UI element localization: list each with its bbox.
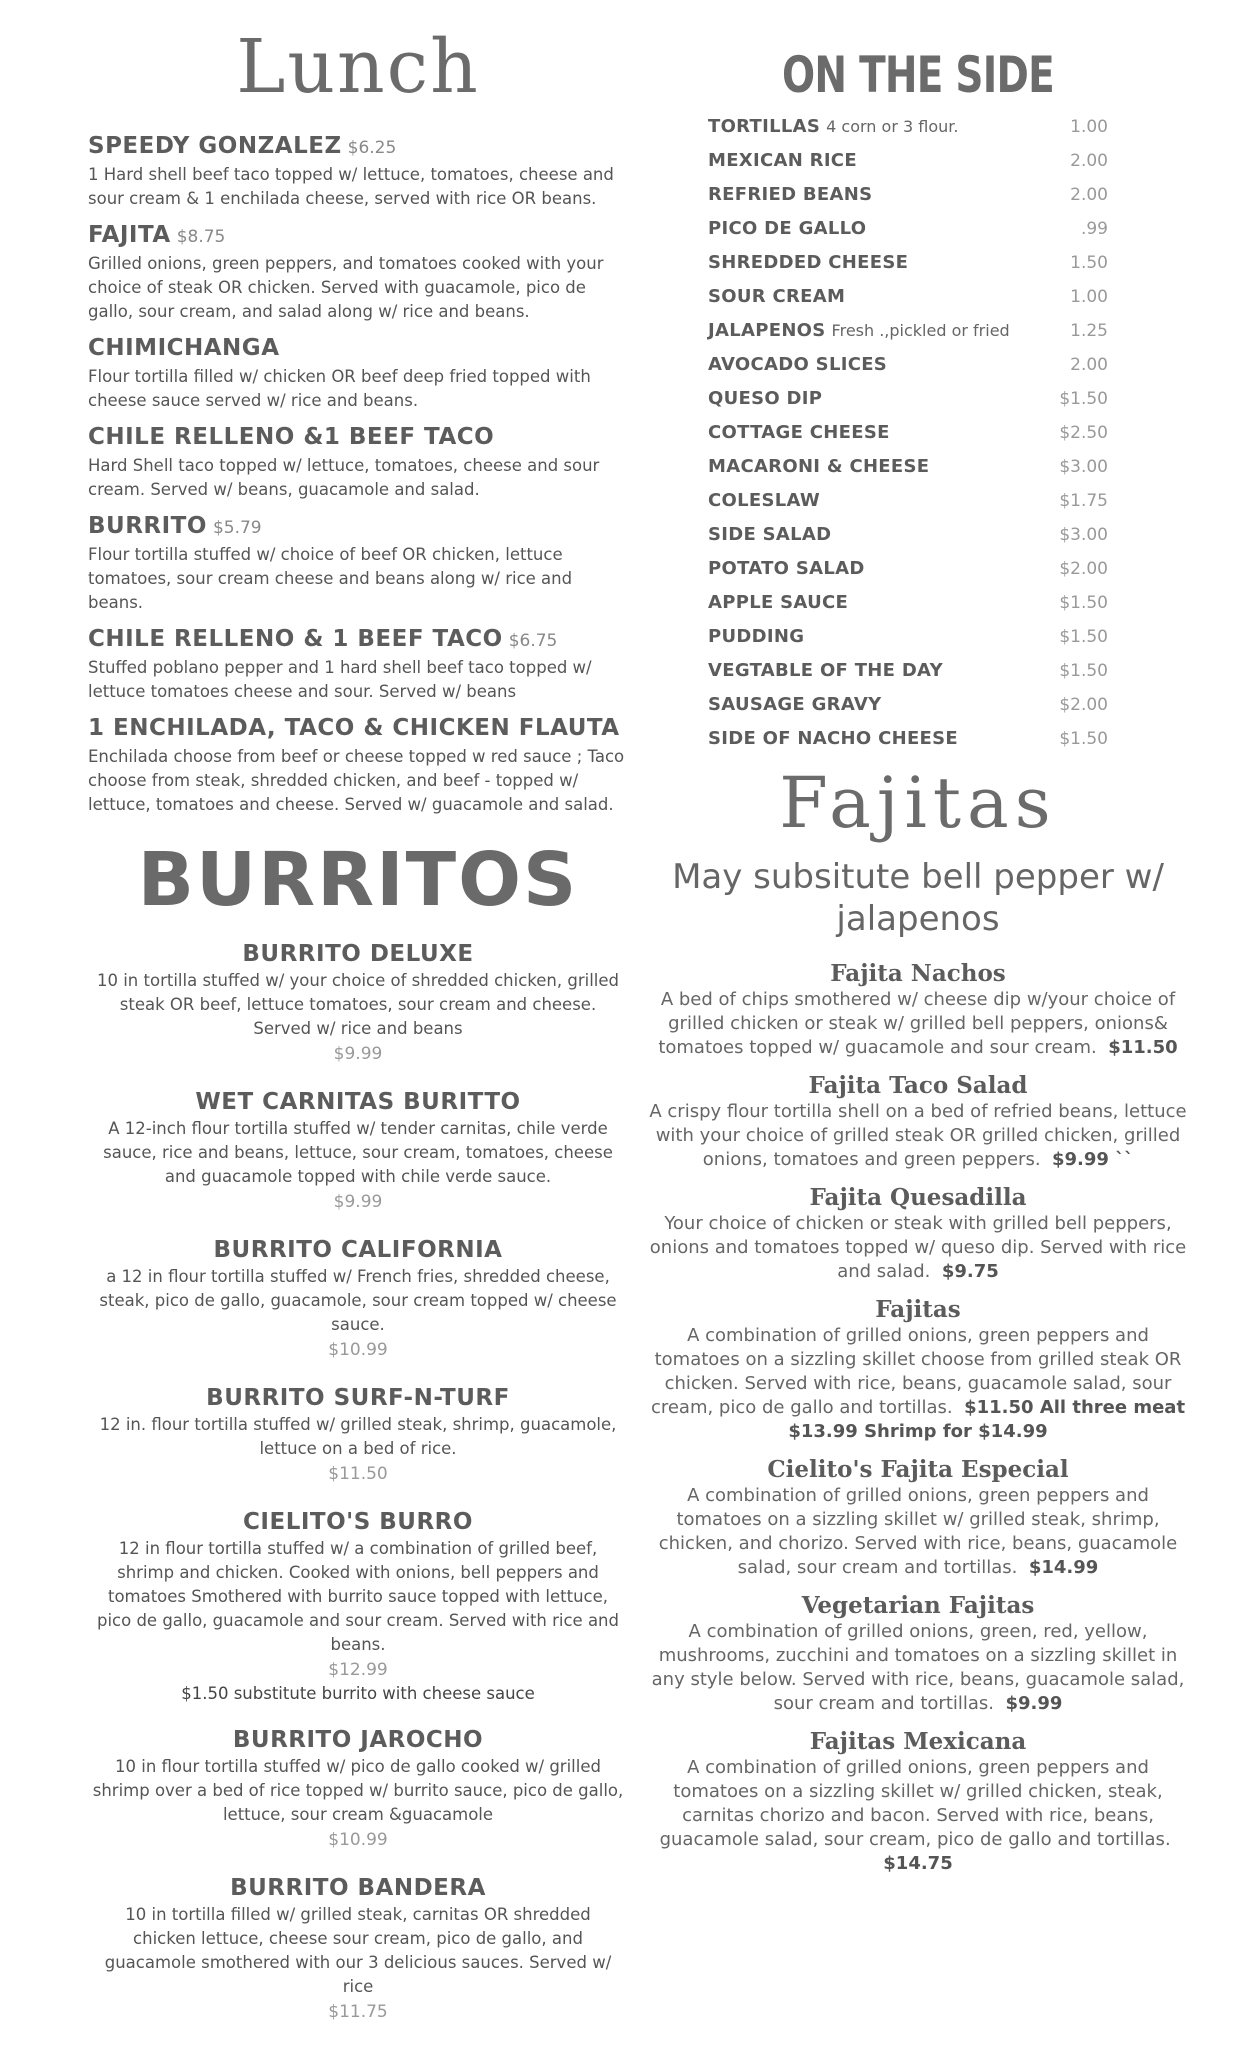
side-item <box>648 484 1188 518</box>
side-item <box>648 314 1188 348</box>
side-item-price: $3.00 <box>1059 525 1108 545</box>
lunch-item-name <box>88 512 628 543</box>
lunch-item-name <box>88 132 628 163</box>
burrito-item-desc: a 12 in flour tortilla stuffed w/ French fries, shredded cheese, steak, pico de gallo, guacamole, sour cream topped w/ cheese sauce. <box>99 1267 617 1334</box>
side-item-label <box>708 280 851 314</box>
burrito-item-price: $9.99 <box>333 1044 383 1064</box>
burrito-item-price: $12.99 <box>328 1660 388 1680</box>
burrito-item-desc: 10 in flour tortilla stuffed w/ pico de gallo cooked w/ grilled shrimp over a bed of rice topped w/ burrito sauce, pico de gallo, lettuce, sour cream &guacamole <box>92 1757 624 1824</box>
side-item-label <box>708 654 949 688</box>
side-item-price: $1.50 <box>1059 729 1108 749</box>
side-item-name: AVOCADO SLICES <box>708 354 888 375</box>
burrito-item-name: BURRITO SURF-N-TURF <box>206 1385 510 1411</box>
lunch-item-name <box>88 221 628 252</box>
fajita-item <box>648 1184 1188 1284</box>
side-item <box>648 450 1188 484</box>
side-item-price: $1.50 <box>1059 389 1108 409</box>
fajita-item-name: Fajita Quesadilla <box>809 1184 1027 1211</box>
lunch-item-name <box>88 423 628 454</box>
lunch-item-price: $6.25 <box>347 138 397 158</box>
fajita-item-text: A combination of grilled onions, green, red, yellow, mushrooms, zucchini and tomatoes on a sizzling skillet in any style below. Served with rice, beans, guacamole salad, sour cream and tortillas. <box>651 1621 1185 1714</box>
burrito-item-price: $10.99 <box>328 1830 388 1850</box>
side-item-name: COLESLAW <box>708 490 821 511</box>
left-column <box>88 24 628 2045</box>
burrito-item-name: WET CARNITAS BURITTO <box>195 1089 521 1115</box>
fajita-item-text: A combination of grilled onions, green peppers and tomatoes on a sizzling skillet w/ grilled steak, shrimp, chicken, and chorizo. Served with rice, beans, guacamole salad, sour cream and tortillas. <box>658 1485 1178 1578</box>
fajita-item <box>648 1072 1188 1172</box>
fajita-item-desc <box>648 988 1188 1060</box>
burrito-item-name: BURRITO CALIFORNIA <box>213 1237 503 1263</box>
burrito-item <box>88 1507 628 1705</box>
side-item-name: SAUSAGE GRAVY <box>708 694 882 715</box>
lunch-item-title: CHIMICHANGA <box>88 335 280 361</box>
side-item-name: SIDE SALAD <box>708 524 832 545</box>
side-item-label <box>708 178 878 212</box>
side-item-label <box>708 348 893 382</box>
side-item <box>648 518 1188 552</box>
side-item-label <box>708 484 826 518</box>
side-item-price: 2.00 <box>1070 355 1108 375</box>
burrito-item <box>88 939 628 1067</box>
burrito-item-price: $9.99 <box>333 1192 383 1212</box>
side-item <box>648 348 1188 382</box>
lunch-item-desc: 1 Hard shell beef taco topped w/ lettuce, tomatoes, cheese and sour cream & 1 enchilada cheese, served with rice OR beans. <box>88 165 614 208</box>
side-item-price: .99 <box>1080 219 1108 239</box>
side-item-name: SIDE OF NACHO CHEESE <box>708 728 958 749</box>
side-item-label <box>708 620 810 654</box>
lunch-item-desc: Flour tortilla stuffed w/ choice of beef OR chicken, lettuce tomatoes, sour cream cheese and beans along w/ rice and beans. <box>88 545 573 612</box>
side-item <box>648 246 1188 280</box>
side-item-name: VEGTABLE OF THE DAY <box>708 660 943 681</box>
lunch-item <box>88 625 628 704</box>
side-item-name: TORTILLAS <box>708 116 821 137</box>
burrito-item-name: BURRITO DELUXE <box>242 941 474 967</box>
lunch-item-title: 1 ENCHILADA, TACO & CHICKEN FLAUTA <box>88 715 620 741</box>
burrito-item <box>88 1383 628 1487</box>
fajita-item-price: $11.50 <box>1108 1037 1178 1058</box>
side-item-name: JALAPENOS <box>708 320 826 341</box>
lunch-item <box>88 423 628 502</box>
burrito-item-desc: 12 in flour tortilla stuffed w/ a combination of grilled beef, shrimp and chicken. Cooked with onions, bell peppers and tomatoes Smothered with burrito sauce topped with lettuce, pico de gallo, guacamole and sour cream. Served with rice and beans. <box>96 1539 619 1654</box>
side-item-price: $1.75 <box>1059 491 1108 511</box>
fajita-item-text: A crispy flour tortilla shell on a bed of refried beans, lettuce with your choice of grilled steak OR grilled chicken, grilled onions, tomatoes and green peppers. <box>649 1101 1187 1170</box>
side-item-label <box>708 518 837 552</box>
burrito-item-extra: $1.50 substitute burrito with cheese sauce <box>181 1684 535 1703</box>
burrito-item-price: $10.99 <box>328 1340 388 1360</box>
side-item-price: $2.50 <box>1059 423 1108 443</box>
lunch-title: Lunch <box>236 24 480 110</box>
side-item-price: $2.00 <box>1059 695 1108 715</box>
side-item-label <box>708 416 896 450</box>
side-item <box>648 416 1188 450</box>
fajitas-title: Fajitas <box>779 762 1057 844</box>
side-item-label <box>708 722 964 756</box>
side-item <box>648 110 1188 144</box>
side-item-note: 4 corn or 3 flour. <box>826 117 959 136</box>
side-item-price: $1.50 <box>1059 661 1108 681</box>
burrito-list <box>88 939 628 2025</box>
side-item-name: APPLE SAUCE <box>708 592 849 613</box>
lunch-item-name <box>88 334 628 365</box>
fajitas-subtitle: May subsitute bell pepper w/ jalapenos <box>672 857 1164 939</box>
side-item <box>648 654 1188 688</box>
lunch-item-name <box>88 625 628 656</box>
burrito-item <box>88 1873 628 2025</box>
side-item-name: COTTAGE CHEESE <box>708 422 890 443</box>
side-item <box>648 688 1188 722</box>
side-item-name: POTATO SALAD <box>708 558 865 579</box>
fajita-item-desc <box>648 1100 1188 1172</box>
side-item-name: PICO DE GALLO <box>708 218 867 239</box>
fajita-item-price: $9.99 <box>1005 1693 1063 1714</box>
side-item <box>648 620 1188 654</box>
fajita-item-price: $9.75 <box>941 1261 999 1282</box>
lunch-item-desc: Stuffed poblano pepper and 1 hard shell beef taco topped w/ lettuce tomatoes cheese and sour. Served w/ beans <box>88 658 592 701</box>
burrito-item-price: $11.75 <box>328 2002 388 2022</box>
side-item <box>648 212 1188 246</box>
sides-list <box>648 110 1188 756</box>
fajita-item-name: Fajita Nachos <box>830 960 1006 987</box>
side-item-name: REFRIED BEANS <box>708 184 873 205</box>
side-item <box>648 586 1188 620</box>
side-item-name: QUESO DIP <box>708 388 823 409</box>
side-item-label <box>708 586 854 620</box>
fajita-item-price: $9.99 `` <box>1052 1149 1134 1170</box>
sides-title: ON THE SIDE <box>782 46 1054 104</box>
side-item-price: 1.50 <box>1070 253 1108 273</box>
burrito-item-desc: 10 in tortilla stuffed w/ your choice of shredded chicken, grilled steak OR beef, lettuce tomatoes, sour cream and cheese. Served w/ rice and beans <box>96 971 619 1038</box>
lunch-item-price: $5.79 <box>212 518 262 538</box>
lunch-item-desc: Grilled onions, green peppers, and tomatoes cooked with your choice of steak OR chicken. Served with guacamole, pico de gallo, sour cream, and salad along w/ rice and beans. <box>88 254 604 321</box>
fajita-list <box>648 960 1188 1876</box>
side-item <box>648 552 1188 586</box>
lunch-item <box>88 512 628 615</box>
fajita-item-desc <box>648 1620 1188 1716</box>
side-item-label <box>708 552 871 586</box>
side-item-price: $1.50 <box>1059 593 1108 613</box>
fajita-item-price: $11.50 All three meat $13.99 Shrimp for $14.99 <box>788 1397 1186 1442</box>
lunch-item-title: FAJITA <box>88 222 171 248</box>
side-item-price: $3.00 <box>1059 457 1108 477</box>
lunch-item-title: CHILE RELLENO & 1 BEEF TACO <box>88 626 503 652</box>
fajita-item-desc <box>648 1484 1188 1580</box>
side-item-name: PUDDING <box>708 626 805 647</box>
burrito-item-desc: 12 in. flour tortilla stuffed w/ grilled steak, shrimp, guacamole, lettuce on a bed of rice. <box>99 1415 617 1458</box>
fajita-item <box>648 960 1188 1060</box>
fajita-item-name: Cielito's Fajita Especial <box>767 1456 1069 1483</box>
lunch-item-price: $8.75 <box>176 227 226 247</box>
side-item-note: Fresh .,pickled or fried <box>831 321 1010 340</box>
burrito-item-name: BURRITO BANDERA <box>230 1875 486 1901</box>
fajita-item <box>648 1456 1188 1580</box>
fajita-item-desc <box>648 1324 1188 1444</box>
burritos-title: BURRITOS <box>137 837 579 923</box>
fajita-item-text: A bed of chips smothered w/ cheese dip w/your choice of grilled chicken or steak w/ grilled bell peppers, onions& tomatoes topped w/ guacamole and sour cream. <box>658 989 1176 1058</box>
burrito-item-name: BURRITO JAROCHO <box>232 1727 484 1753</box>
side-item-label <box>708 382 828 416</box>
fajita-item-desc <box>648 1212 1188 1284</box>
lunch-item-desc: Flour tortilla filled w/ chicken OR beef deep fried topped with cheese sauce served w/ rice and beans. <box>88 367 591 410</box>
fajita-item-name: Vegetarian Fajitas <box>801 1592 1035 1619</box>
fajita-item <box>648 1296 1188 1444</box>
burrito-item-name: CIELITO'S BURRO <box>243 1509 473 1535</box>
right-column <box>648 46 1188 1888</box>
side-item-name: SOUR CREAM <box>708 286 846 307</box>
side-item-name: MACARONI & CHEESE <box>708 456 930 477</box>
side-item-label <box>708 144 863 178</box>
lunch-item-price: $6.75 <box>508 631 558 651</box>
lunch-list <box>88 132 628 817</box>
side-item-name: SHREDDED CHEESE <box>708 252 909 273</box>
burrito-item-price: $11.50 <box>328 1464 388 1484</box>
side-item <box>648 144 1188 178</box>
lunch-item-desc: Enchilada choose from beef or cheese topped w red sauce ; Taco choose from steak, shredded chicken, and beef - topped w/ lettuce, tomatoes and cheese. Served w/ guacamole and salad. <box>88 747 625 814</box>
side-item-label <box>708 450 935 484</box>
lunch-item-title: CHILE RELLENO &1 BEEF TACO <box>88 424 495 450</box>
lunch-item-title: BURRITO <box>88 513 207 539</box>
lunch-item <box>88 221 628 324</box>
side-item-label <box>708 688 887 722</box>
fajita-item-price: $14.99 <box>1028 1557 1099 1578</box>
fajita-item-desc <box>648 1756 1188 1876</box>
side-item-price: 2.00 <box>1070 185 1108 205</box>
burrito-item <box>88 1235 628 1363</box>
side-item-price: 1.00 <box>1070 117 1108 137</box>
side-item-label <box>708 314 1010 348</box>
burrito-item <box>88 1725 628 1853</box>
side-item-label <box>708 212 872 246</box>
fajita-item <box>648 1728 1188 1876</box>
lunch-item <box>88 334 628 413</box>
side-item-price: 2.00 <box>1070 151 1108 171</box>
side-item <box>648 382 1188 416</box>
fajita-item-name: Fajitas <box>875 1296 961 1323</box>
side-item <box>648 722 1188 756</box>
fajita-item-price: $14.75 <box>883 1853 953 1874</box>
side-item-label <box>708 110 958 144</box>
side-item-name: MEXICAN RICE <box>708 150 857 171</box>
fajita-item-text: Your choice of chicken or steak with grilled bell peppers, onions and tomatoes topped w/ queso dip. Served with rice and salad. <box>649 1213 1187 1282</box>
fajita-item <box>648 1592 1188 1716</box>
burrito-item-desc: 10 in tortilla filled w/ grilled steak, carnitas OR shredded chicken lettuce, cheese sour cream, pico de gallo, and guacamole smothered with our 3 delicious sauces. Served w/ rice <box>104 1905 612 1996</box>
fajita-item-text: A combination of grilled onions, green peppers and tomatoes on a sizzling skillet w/ grilled chicken, steak, carnitas chorizo and bacon. Served with rice, beans, guacamole salad, sour cream, pico de gallo and tortillas. <box>659 1757 1171 1850</box>
side-item-price: $1.50 <box>1059 627 1108 647</box>
side-item-price: $2.00 <box>1059 559 1108 579</box>
lunch-item-title: SPEEDY GONZALEZ <box>88 133 342 159</box>
side-item <box>648 280 1188 314</box>
side-item-price: 1.25 <box>1070 321 1108 341</box>
lunch-item-desc: Hard Shell taco topped w/ lettuce, tomatoes, cheese and sour cream. Served w/ beans, guacamole and salad. <box>88 456 600 499</box>
burrito-item <box>88 1087 628 1215</box>
fajita-item-text: A combination of grilled onions, green peppers and tomatoes on a sizzling skillet choose from grilled steak OR chicken. Served with rice, beans, guacamole salad, sour cream, pico de gallo and tortillas. <box>650 1325 1182 1418</box>
fajita-item-name: Fajitas Mexicana <box>809 1728 1027 1755</box>
lunch-item-name <box>88 714 628 745</box>
side-item <box>648 178 1188 212</box>
burrito-item-desc: A 12-inch flour tortilla stuffed w/ tender carnitas, chile verde sauce, rice and beans, lettuce, sour cream, tomatoes, cheese and guacamole topped with chile verde sauce. <box>103 1119 613 1186</box>
side-item-label <box>708 246 914 280</box>
lunch-item <box>88 132 628 211</box>
lunch-item <box>88 714 628 817</box>
fajita-item-name: Fajita Taco Salad <box>808 1072 1028 1099</box>
side-item-price: 1.00 <box>1070 287 1108 307</box>
